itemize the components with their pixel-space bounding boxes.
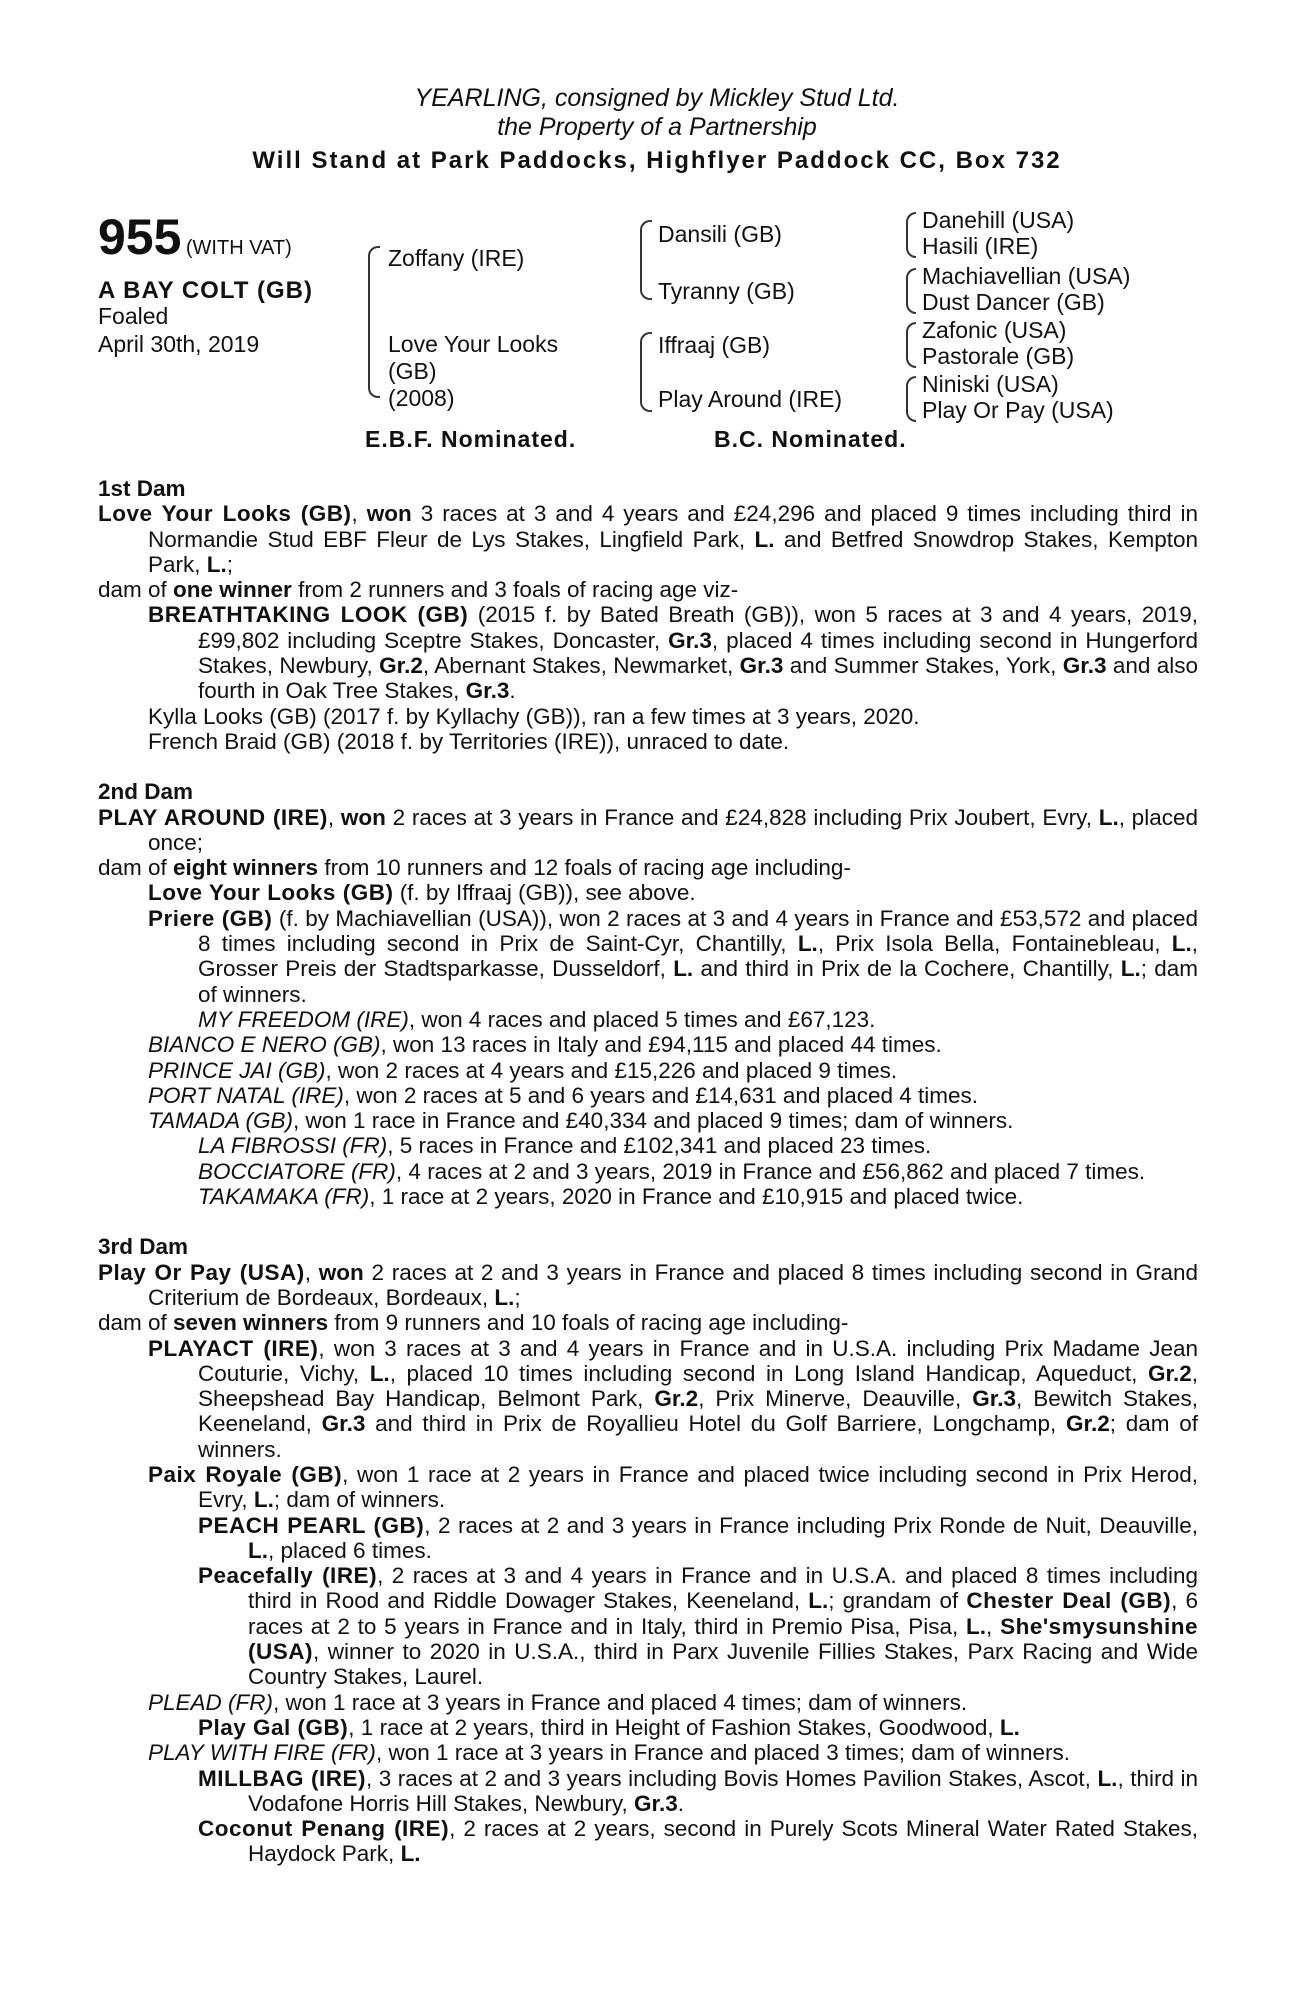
produce-entry: PLAYACT (IRE), won 3 races at 3 and 4 years in France and in U.S.A. including Prix Madame Jean Couturie, Vichy, L., placed 10 times including second in Long Island Handicap, Aqueduct, Gr.2, Sheepshead Bay Handicap, Belmont Park, Gr.2, Prix Minerve, Deauville, Gr.3, Bewitch Stakes, Keeneland, Gr.3 and third in Prix de Royallieu Hotel du Golf Barriere, Longchamp, Gr.2; dam of winners. (148, 1335, 1199, 1462)
produce-entry: LA FIBROSSI (FR), 5 races in France and £102,341 and placed 23 times. (198, 1133, 932, 1159)
pedigree-brace (906, 322, 916, 368)
third-dam-produce-summary: dam of seven winners from 9 runners and 10 foals of racing age including- (98, 1310, 849, 1336)
g3-dam-sire-sire: Zafonic (USA) (922, 317, 1067, 343)
ebf-nomination: E.B.F. Nominated. (365, 426, 577, 452)
horse-name: Love Your Looks (GB) (98, 501, 352, 527)
second-dam-record: PLAY AROUND (IRE), won 2 races at 3 years in France and £24,828 including Prix Joubert, Evry, L., placed once; (98, 804, 1198, 855)
produce-entry: Priere (GB) (f. by Machiavellian (USA)), won 2 races at 3 and 4 years in France and £53,572 and placed 8 times including second in Prix de Saint-Cyr, Chantilly, L., Prix Isola Bella, Fontainebleau, L., Grosser Preis der Stadtsparkasse, Dusseldorf, L. and third in Prix de la Cochere, Chantilly, L.; dam of winners. (148, 905, 1198, 1007)
horse-name: Play Or Pay (USA) (98, 1259, 305, 1285)
produce-entry: BOCCIATORE (FR), 4 races at 2 and 3 years, 2019 in France and £56,862 and placed 7 times. (198, 1158, 1146, 1184)
property-line: the Property of a Partnership (497, 113, 817, 141)
sire: Zoffany (IRE) (388, 245, 525, 271)
g3-dam-dam-sire: Niniski (USA) (922, 371, 1059, 397)
horse-description: A BAY COLT (GB) (98, 277, 314, 304)
g3-dam-dam-dam: Play Or Pay (USA) (922, 397, 1114, 423)
dam-sire: Iffraaj (GB) (658, 332, 771, 358)
produce-entry: TAKAMAKA (FR), 1 race at 2 years, 2020 in France and £10,915 and placed twice. (198, 1184, 1024, 1210)
foaled-date: April 30th, 2019 (98, 331, 260, 357)
bc-nomination: B.C. Nominated. (714, 426, 907, 452)
produce-entry: PEACH PEARL (GB), 2 races at 2 and 3 years in France including Prix Ronde de Nuit, Deauville, L., placed 6 times. (198, 1512, 1198, 1563)
lot-number-block (98, 208, 292, 266)
pedigree-brace (368, 246, 380, 398)
g3-sire-sire-sire: Danehill (USA) (922, 207, 1075, 233)
produce-entry: PLAY WITH FIRE (FR), won 1 race at 3 years in France and placed 3 times; dam of winners. (148, 1740, 1071, 1766)
dam-year: (2008) (388, 385, 455, 411)
second-dam-produce-summary: dam of eight winners from 10 runners and 12 foals of racing age including- (98, 855, 851, 881)
sire-dam: Tyranny (GB) (658, 278, 795, 304)
produce-entry: MY FREEDOM (IRE), won 4 races and placed 5 times and £67,123. (198, 1006, 876, 1032)
produce-entry: PORT NATAL (IRE), won 2 races at 5 and 6 years and £14,631 and placed 4 times. (148, 1082, 979, 1108)
first-dam-produce-summary: dam of one winner from 2 runners and 3 foals of racing age viz- (98, 577, 739, 603)
pedigree-brace (906, 212, 916, 258)
produce-entry: BIANCO E NERO (GB), won 13 races in Italy and £94,115 and placed 44 times. (148, 1032, 942, 1058)
horse-name: PLAY AROUND (IRE) (98, 804, 328, 830)
dam-dam: Play Around (IRE) (658, 386, 843, 412)
pedigree-brace (906, 376, 916, 422)
stand-location-line: Will Stand at Park Paddocks, Highflyer Paddock CC, Box 732 (252, 147, 1062, 174)
produce-entry: Kylla Looks (GB) (2017 f. by Kyllachy (GB)), ran a few times at 3 years, 2020. (148, 703, 920, 729)
horse-name: BREATHTAKING LOOK (GB) (148, 602, 469, 628)
second-dam-heading: 2nd Dam (98, 779, 194, 805)
sire-sire: Dansili (GB) (658, 221, 782, 247)
first-dam-heading: 1st Dam (98, 476, 186, 501)
catalogue-body (98, 476, 1198, 1867)
pedigree-brace (906, 268, 916, 314)
vat-note: (WITH VAT) (185, 237, 292, 259)
foaled-label: Foaled (98, 303, 169, 329)
produce-entry: PRINCE JAI (GB), won 2 races at 4 years and £15,226 and placed 9 times. (148, 1057, 898, 1083)
third-dam-record: Play Or Pay (USA), won 2 races at 2 and 3 years in France and placed 8 times including second in Grand Criterium de Bordeaux, Bordeaux, L.; (98, 1259, 1198, 1310)
produce-entry: BREATHTAKING LOOK (GB) (2015 f. by Bated Breath (GB)), won 5 races at 3 and 4 years, 2019, £99,802 including Sceptre Stakes, Doncaster, Gr.3, placed 4 times including second in Hungerford Stakes, Newbury, Gr.2, Abernant Stakes, Newmarket, Gr.3 and Summer Stakes, York, Gr.3 and also fourth in Oak Tree Stakes, Gr.3. (148, 602, 1198, 704)
produce-entry: PLEAD (FR), won 1 race at 3 years in France and placed 4 times; dam of winners. (148, 1689, 968, 1715)
dam-country: (GB) (388, 358, 437, 384)
produce-entry: TAMADA (GB), won 1 race in France and £40,334 and placed 9 times; dam of winners. (148, 1108, 1014, 1134)
produce-entry: Paix Royale (GB), won 1 race at 2 years in France and placed twice including second in Prix Herod, Evry, L.; dam of winners. (148, 1461, 1198, 1513)
pedigree-brace (640, 220, 652, 300)
produce-entry: Peacefally (IRE), 2 races at 3 and 4 years in France and in U.S.A. and placed 8 times including third in Rood and Riddle Dowager Stakes, Keeneland, L.; grandam of Chester Deal (GB), 6 races at 2 to 5 years in France and in Italy, third in Premio Pisa, Pisa, L., She'smysunshine (USA), winner to 2020 in U.S.A., third in Parx Juvenile Fillies Stakes, Parx Racing and Wide Country Stakes, Laurel. (198, 1563, 1198, 1690)
produce-entry: French Braid (GB) (2018 f. by Territories (IRE)), unraced to date. (148, 728, 790, 754)
dam: Love Your Looks (388, 331, 559, 357)
produce-entry: MILLBAG (IRE), 3 races at 2 and 3 years including Bovis Homes Pavilion Stakes, Ascot, L., third in Vodafone Horris Hill Stakes, Newbury, Gr.3. (198, 1765, 1198, 1816)
consignor-line: YEARLING, consigned by Mickley Stud Ltd. (414, 84, 900, 112)
g3-dam-sire-dam: Pastorale (GB) (922, 343, 1075, 369)
lot-number: 955 (98, 209, 182, 265)
g3-sire-dam-dam: Dust Dancer (GB) (922, 289, 1105, 315)
produce-entry: Coconut Penang (IRE), 2 races at 2 years, second in Purely Scots Mineral Water Rated Stakes, Haydock Park, L. (198, 1816, 1198, 1867)
g3-sire-dam-sire: Machiavellian (USA) (922, 263, 1131, 289)
produce-entry: Play Gal (GB), 1 race at 2 years, third in Height of Fashion Stakes, Goodwood, L. (198, 1714, 1020, 1740)
third-dam-heading: 3rd Dam (98, 1234, 189, 1260)
first-dam-record: Love Your Looks (GB), won 3 races at 3 and 4 years and £24,296 and placed 9 times including third in Normandie Stud EBF Fleur de Lys Stakes, Lingfield Park, L. and Betfred Snowdrop Stakes, Kempton Park, L.; (98, 501, 1198, 577)
pedigree-brace (640, 332, 652, 412)
produce-entry: Love Your Looks (GB) (f. by Iffraaj (GB)), see above. (148, 880, 696, 906)
g3-sire-sire-dam: Hasili (IRE) (922, 233, 1039, 259)
